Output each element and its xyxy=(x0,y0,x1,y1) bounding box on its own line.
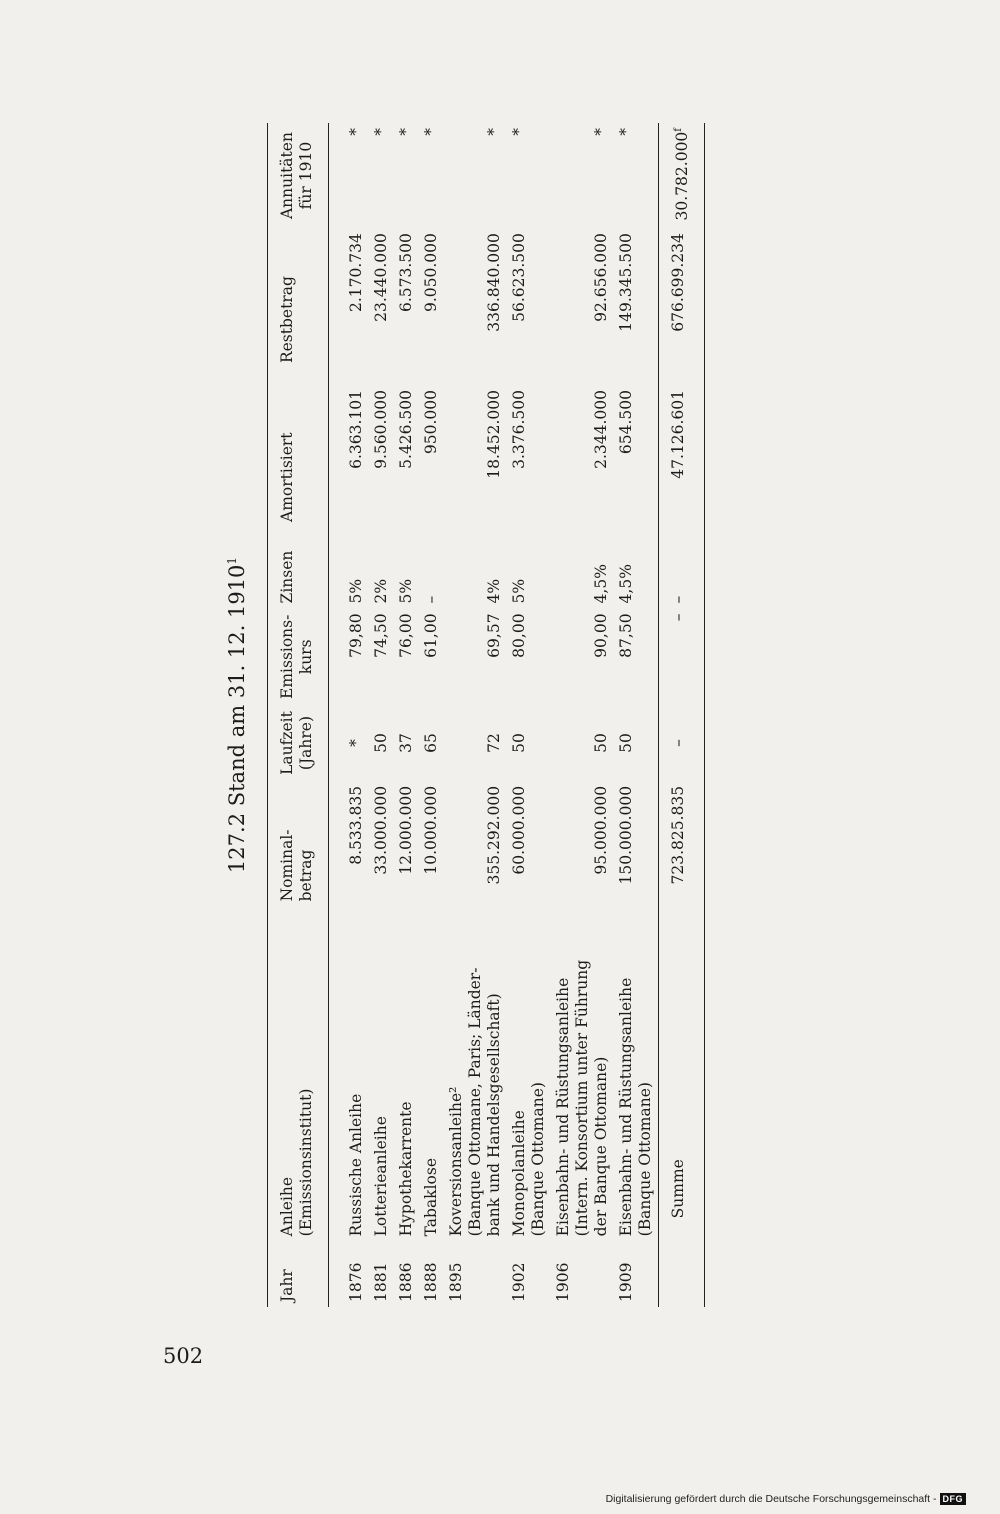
cell-anleihe: Russische Anleihe xyxy=(347,1093,365,1237)
cell-laufzeit: * xyxy=(347,739,365,747)
cell-kurs: 90,00 xyxy=(592,613,610,658)
sum-laufzeit: – xyxy=(669,739,687,747)
cell-nominal: 8.533.835 xyxy=(347,785,365,865)
cell-laufzeit: 72 xyxy=(485,733,503,753)
cell-annuitaeten: * xyxy=(372,128,390,136)
cell-restbetrag: 2.170.734 xyxy=(347,233,365,312)
cell-zinsen: 2% xyxy=(372,578,390,604)
table-row xyxy=(394,123,419,1307)
footer-text: Digitalisierung gefördert durch die Deutsche Forschungsgemeinschaft - xyxy=(605,1493,937,1505)
cell-annuitaeten: * xyxy=(592,128,610,136)
table-row xyxy=(419,123,444,1307)
sum-restbetrag: 676.699.234 xyxy=(669,233,687,332)
cell-jahr: 1888 xyxy=(422,1262,440,1302)
cell-jahr-empty xyxy=(659,1241,705,1307)
cell-restbetrag: 9.050.000 xyxy=(422,233,440,312)
cell-jahr: 1876 xyxy=(347,1262,365,1302)
sum-footnote: f xyxy=(673,128,684,132)
cell-amortisiert: 5.426.500 xyxy=(397,390,415,469)
cell-nominal: 355.292.000 xyxy=(485,785,503,885)
cell-laufzeit: 65 xyxy=(422,733,440,753)
cell-annuitaeten: * xyxy=(485,128,503,136)
cell-jahr: 1902 xyxy=(510,1262,528,1302)
cell-annuitaeten: * xyxy=(510,128,528,136)
cell-amortisiert: 3.376.500 xyxy=(510,390,528,469)
cell-anleihe: Eisenbahn- und Rüstungsanleihe (Banque Ottomane) xyxy=(617,977,654,1237)
cell-amortisiert: 9.560.000 xyxy=(372,390,390,469)
cell-amortisiert: 18.452.000 xyxy=(485,390,503,479)
sum-kurs: – xyxy=(669,613,687,622)
cell-restbetrag: 336.840.000 xyxy=(485,233,503,332)
cell-jahr: 1895 xyxy=(447,1262,465,1302)
header-restbetrag: Restbetrag xyxy=(278,276,296,364)
cell-annuitaeten: * xyxy=(617,128,635,136)
cell-anleihe: Monopolanleihe (Banque Ottomane) xyxy=(510,1082,547,1237)
cell-nominal: 10.000.000 xyxy=(422,785,440,875)
cell-kurs: 87,50 xyxy=(617,613,635,658)
cell-kurs: 76,00 xyxy=(397,613,415,658)
digitization-footer xyxy=(606,1493,966,1505)
cell-zinsen: 5% xyxy=(347,578,365,604)
rotated-table-area xyxy=(185,105,885,1325)
table-row xyxy=(614,123,659,1307)
cell-restbetrag: 6.573.500 xyxy=(397,233,415,312)
header-jahr: Jahr xyxy=(278,1269,296,1302)
cell-laufzeit: 50 xyxy=(617,733,635,753)
cell-laufzeit: 37 xyxy=(397,733,415,753)
header-amortisiert: Amortisiert xyxy=(278,432,296,522)
cell-anleihe: Koversionsanleihe² (Banque Ottomane, Paris; Länder- bank und Handelsgesellschaft) xyxy=(447,967,503,1237)
header-row xyxy=(268,123,329,1307)
cell-amortisiert: 654.500 xyxy=(617,390,635,455)
cell-laufzeit: 50 xyxy=(372,733,390,753)
title-footnote: 1 xyxy=(225,556,239,565)
cell-nominal: 33.000.000 xyxy=(372,785,390,875)
dfg-logo-icon: DFG xyxy=(940,1493,967,1505)
cell-nominal: 95.000.000 xyxy=(592,785,610,875)
cell-laufzeit: 50 xyxy=(592,733,610,753)
cell-kurs: 74,50 xyxy=(372,613,390,658)
cell-amortisiert: 6.363.101 xyxy=(347,390,365,469)
cell-anleihe: Tabaklose xyxy=(422,1158,440,1237)
cell-laufzeit: 50 xyxy=(510,733,528,753)
cell-kurs: 69,57 xyxy=(485,613,503,658)
table-row xyxy=(329,123,370,1307)
cell-amortisiert: 950.000 xyxy=(422,390,440,455)
cell-annuitaeten: * xyxy=(347,128,365,136)
sum-annuitaeten: 30.782.000$^f$ xyxy=(673,128,692,221)
table-body xyxy=(329,123,705,1307)
cell-kurs: 79,80 xyxy=(347,613,365,658)
sum-nominal: 723.825.835 xyxy=(669,785,687,885)
cell-anleihe: Eisenbahn- und Rüstungsanleihe (Intern. Konsortium unter Führung der Banque Ottomane) xyxy=(554,959,610,1237)
header-laufzeit: Laufzeit (Jahre) xyxy=(278,711,315,775)
sum-label: Summe xyxy=(669,1159,687,1219)
cell-anleihe: Hypothekarrente xyxy=(397,1101,415,1237)
table-row xyxy=(507,123,551,1307)
cell-nominal: 12.000.000 xyxy=(397,785,415,875)
cell-jahr: 1909 xyxy=(617,1262,635,1302)
cell-zinsen: 4,5% xyxy=(617,564,635,604)
cell-restbetrag: 23.440.000 xyxy=(372,233,390,322)
sum-zinsen: – xyxy=(669,595,687,604)
table-row xyxy=(444,123,507,1307)
cell-restbetrag: 149.345.500 xyxy=(617,233,635,332)
cell-restbetrag: 92.656.000 xyxy=(592,233,610,322)
table-title: 127.2 Stand am 31. 12. 1910$^1$ xyxy=(225,556,249,874)
cell-jahr: 1886 xyxy=(397,1262,415,1302)
cell-amortisiert: 2.344.000 xyxy=(592,390,610,469)
cell-restbetrag: 56.623.500 xyxy=(510,233,528,322)
cell-zinsen: 4,5% xyxy=(592,564,610,604)
cell-nominal: 60.000.000 xyxy=(510,785,528,875)
header-annuitaeten: Annuitäten für 1910 xyxy=(278,132,315,220)
cell-zinsen: – xyxy=(422,595,440,604)
debt-table xyxy=(267,123,705,1307)
cell-annuitaeten: * xyxy=(422,128,440,136)
header-anleihe: Anleihe (Emissionsinstitut) xyxy=(278,1088,315,1237)
cell-jahr: 1881 xyxy=(372,1262,390,1302)
cell-kurs: 80,00 xyxy=(510,613,528,658)
cell-zinsen: 4% xyxy=(485,578,503,604)
table-row xyxy=(369,123,394,1307)
table-row xyxy=(551,123,614,1307)
cell-zinsen: 5% xyxy=(397,578,415,604)
header-kurs: Emissions- kurs xyxy=(278,614,315,699)
sum-amortisiert: 47.126.601 xyxy=(669,390,687,479)
page-number: 502 xyxy=(163,1344,204,1368)
cell-nominal: 150.000.000 xyxy=(617,785,635,885)
cell-jahr: 1906 xyxy=(554,1262,572,1302)
cell-zinsen: 5% xyxy=(510,578,528,604)
header-zinsen: Zinsen xyxy=(278,550,296,604)
sum-row xyxy=(659,123,705,1307)
cell-anleihe: Lotterieanleihe xyxy=(372,1116,390,1237)
cell-annuitaeten: * xyxy=(397,128,415,136)
header-nominal: Nominal- betrag xyxy=(278,829,315,902)
cell-kurs: 61,00 xyxy=(422,613,440,658)
